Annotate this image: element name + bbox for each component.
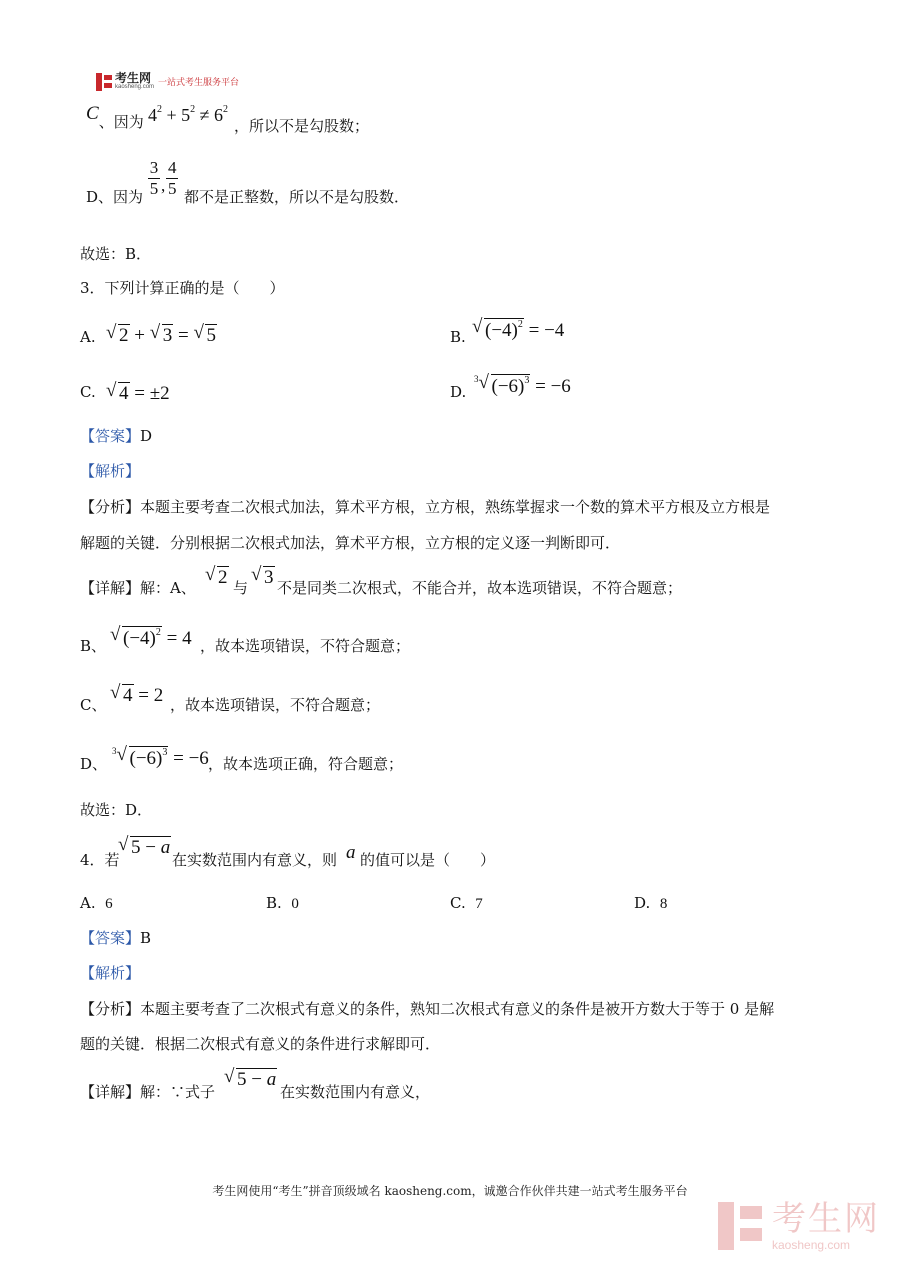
q3-choice: 故选：D． [80, 801, 153, 819]
header-logo [96, 72, 239, 91]
q3-xb-label: B、 [80, 637, 107, 655]
prev-d-text2: 都不是正整数，所以不是勾股数． [184, 188, 410, 206]
q3-opt-c-math: √ 4 = ±2 [106, 382, 170, 405]
q4-fenxi-tag: 【分析】 [80, 1000, 141, 1018]
prev-choice: 故选：B． [80, 245, 152, 263]
q3-xa-text1: 解：A、 [140, 579, 196, 597]
q3-xb-text: ，故本选项错误，不符合题意； [200, 637, 411, 655]
q3-stem: 3．下列计算正确的是（ ） [80, 279, 285, 297]
q4-option-a: A. 6 [80, 894, 113, 912]
q3-xa-sqrt3: √ 3 [251, 566, 275, 589]
q3-opt-b-label: B. [450, 328, 466, 346]
q3-xb-math: √ $(-4)^2 = 4$ [110, 626, 192, 650]
q3-opt-a-label: A. [80, 328, 96, 346]
q4-xj-text2: 在实数范围内有意义， [280, 1083, 431, 1101]
q4-xiangjie-tag: 【详解】 [80, 1083, 141, 1101]
frac1-den: 5 [149, 179, 159, 198]
frac1-num: 3 [149, 158, 159, 177]
q3-xc-label: C、 [80, 696, 107, 714]
frac2-num: 4 [168, 158, 177, 177]
q3-xa-sqrt2: √ 2 [205, 566, 229, 589]
prev-d-fractions: $\frac{3}{5}$ , $\frac{4}{5}$ [149, 158, 177, 198]
q4-fenxi-line2: 题的关键．根据二次根式有意义的条件进行求解即可． [80, 1035, 441, 1053]
prev-d-text1: D、因为 [86, 188, 144, 206]
q4-answer-value: B [140, 929, 152, 947]
watermark [718, 1200, 880, 1252]
q3-xiangjie-tag: 【详解】 [80, 579, 141, 597]
q4-stem2: 在实数范围内有意义，则 [172, 851, 338, 869]
prev-c-text2: ，所以不是勾股数； [234, 117, 370, 135]
watermark-domain: kaosheng.com [772, 1238, 851, 1252]
frac2-den: 5 [168, 179, 177, 198]
q3-fenxi-line1 [80, 497, 770, 517]
q3-opt-d-math: $^3$√ $(-6)^3 = -6$ [474, 374, 571, 398]
q3-opt-b-math: √ $(-4)^2 = -4$ [472, 318, 564, 342]
q4-jiexi: 【解析】 [80, 964, 141, 982]
q3-opt-c-label: C. [80, 383, 96, 401]
footer-text: 考生网使用“考生”拼音顶级域名 kaosheng.com，诚邀合作伙伴共建一站式考生服务平台 [212, 1184, 688, 1198]
q3-xc-math: √ 4 = 2 [110, 684, 163, 707]
q4-answer-tag: 【答案】 [80, 929, 141, 947]
q3-answer-value: D [140, 427, 153, 445]
q3-xd-math: $^3$√ $(-6)^3 = -6$ [112, 746, 209, 770]
q4-xj-text1: 解：∵式子 [140, 1083, 216, 1101]
q3-opt-d-label: D. [450, 383, 467, 401]
q4-answer [80, 928, 151, 948]
q4-stem-var: a [346, 842, 356, 863]
q3-fenxi-text1: 本题主要考查二次根式加法，算术平方根，立方根，熟练掌握求一个数的算术平方根及立方根是 [140, 498, 771, 516]
q3-xa-mid: 与 [233, 579, 249, 597]
logo-brand: 考生网 [115, 71, 152, 85]
q4-option-c: C. 7 [450, 894, 483, 912]
prev-option-d [86, 187, 143, 207]
prev-option-c [86, 103, 144, 131]
q4-fenxi-line1 [80, 999, 774, 1019]
q3-xd-label: D、 [80, 755, 108, 773]
q4-fenxi-text1: 本题主要考查了二次根式有意义的条件，熟知二次根式有意义的条件是被开方数大于等于 0 是解 [140, 1000, 775, 1018]
watermark-logo-icon [718, 1202, 764, 1250]
logo-domain: kaosheng.com [115, 84, 155, 90]
q3-answer-tag: 【答案】 [80, 427, 141, 445]
q3-fenxi-line2: 解题的关键．分别根据二次根式加法，算术平方根，立方根的定义逐一判断即可． [80, 534, 621, 552]
q4-option-b: B. 0 [266, 894, 299, 912]
q3-answer [80, 426, 152, 446]
prev-c-letter: C [86, 103, 99, 124]
watermark-brand: 考生网 [772, 1200, 880, 1238]
logo-icon [96, 73, 112, 91]
q3-xc-text: ，故本选项错误，不符合题意； [170, 696, 381, 714]
q3-xa-text2: 不是同类二次根式，不能合并，故本选项错误，不符合题意； [277, 579, 683, 597]
q4-stem-sqrt: √ 5 − a [118, 836, 171, 859]
logo-slogan: 一站式考生服务平台 [158, 77, 240, 87]
q3-xiangjie-a [80, 578, 196, 598]
q4-stem1: 4．若 [80, 851, 120, 869]
prev-c-text1: 、因为 [98, 113, 144, 131]
q4-xj-sqrt: √ 5 − a [224, 1068, 277, 1091]
q3-fenxi-tag: 【分析】 [80, 498, 141, 516]
q3-xd-text: ，故本选项正确，符合题意； [208, 755, 404, 773]
prev-c-math: $4^2 + 5^2 \ne 6^2$ [148, 104, 229, 125]
q4-stem3: 的值可以是（ ） [360, 851, 496, 869]
q3-jiexi: 【解析】 [80, 462, 141, 480]
q4-xiangjie [80, 1082, 215, 1102]
q3-opt-a-math: √ 2 + √ 3 = √ 5 [106, 324, 217, 347]
q4-option-d: D. 8 [634, 894, 668, 912]
